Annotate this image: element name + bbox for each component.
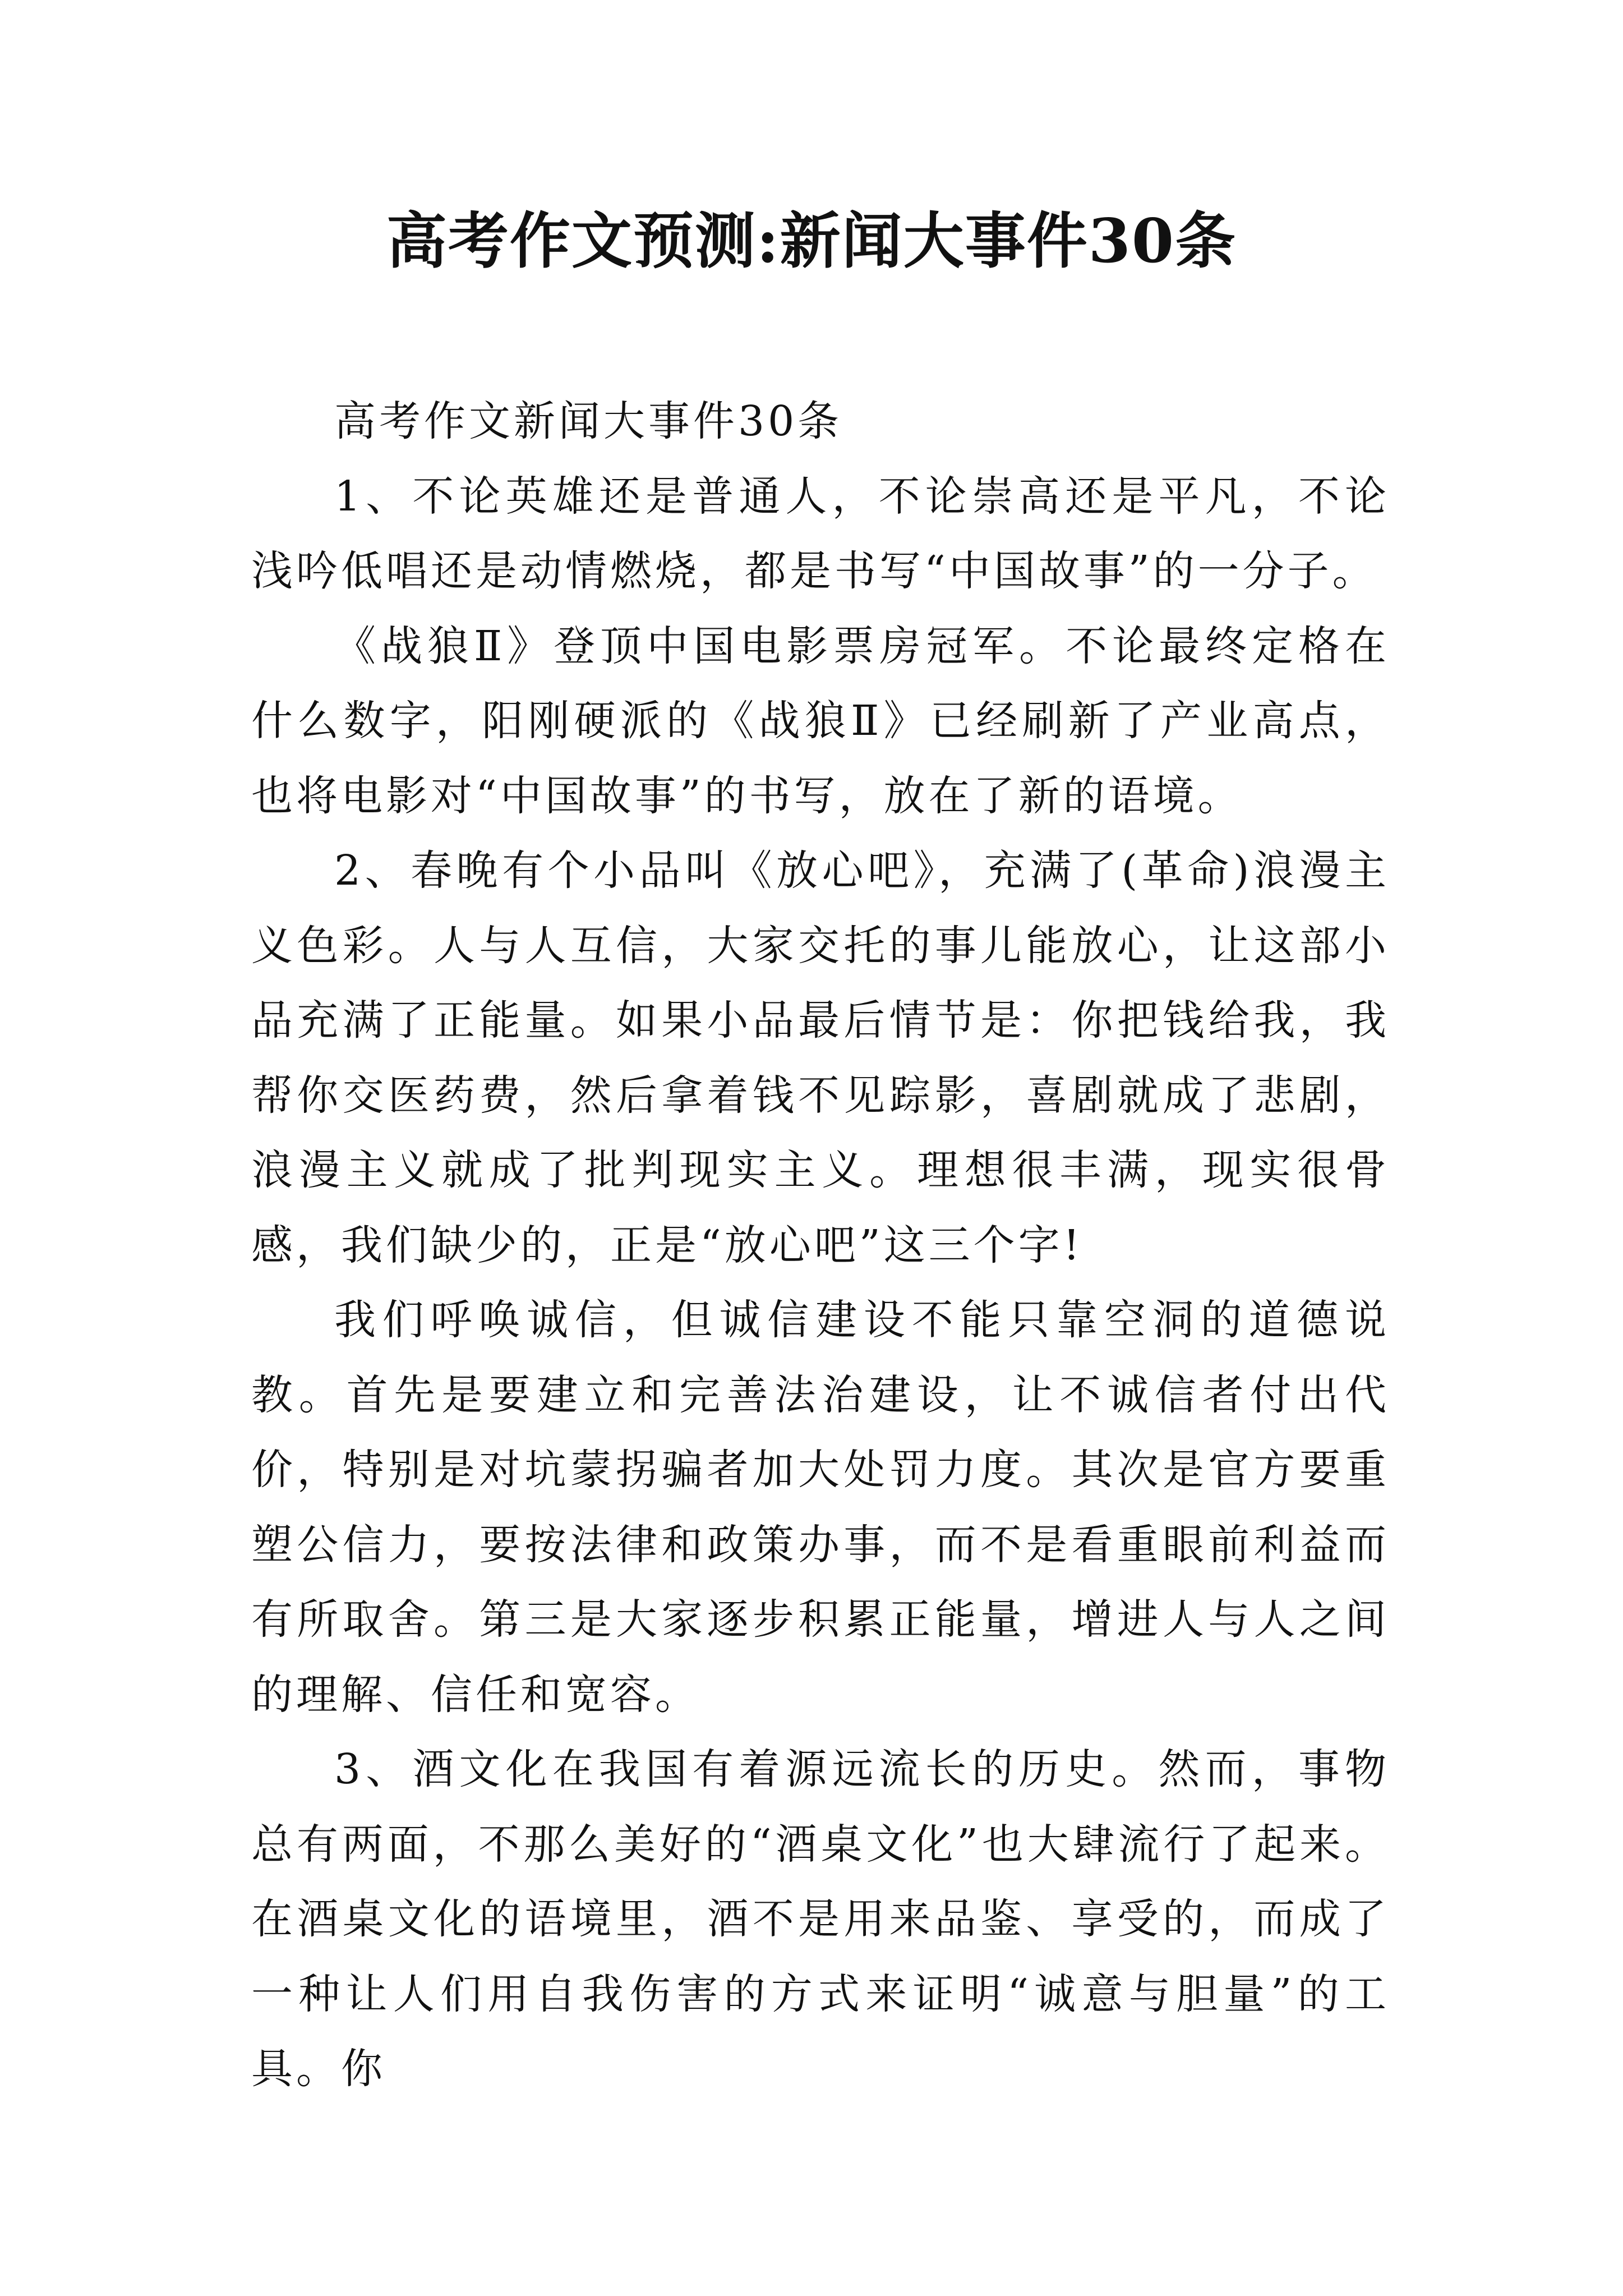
document-title: 高考作文预测:新闻大事件30条: [386, 206, 1237, 277]
paragraph-item-2: 2、春晚有个小品叫《放心吧》，充满了(革命)浪漫主义色彩。人与人互信，大家交托的事儿能放心，让这部小品充满了正能量。如果小品最后情节是：你把钱给我，我帮你交医药费，然后拿着钱不见踪影，喜剧就成了悲剧，浪漫主义就成了批判现实主义。理想很丰满，现实很骨感，我们缺少的，正是“放心吧”这三个字!: [251, 846, 1390, 1269]
paragraph-subtitle: 高考作文新闻大事件30条: [334, 397, 843, 445]
paragraph-item-3: 3、酒文化在我国有着源远流长的历史。然而，事物总有两面，不那么美好的“酒桌文化”也大肆流行了起来。在酒桌文化的语境里，酒不是用来品鉴、享受的，而成了一种让人们用自我伤害的方式来证明“诚意与胆量”的工具。你: [251, 1745, 1390, 2093]
paragraph-item-2-detail: 我们呼唤诚信，但诚信建设不能只靠空洞的道德说教。首先是要建立和完善法治建设，让不诚信者付出代价，特别是对坑蒙拐骗者加大处罚力度。其次是官方要重塑公信力，要按法律和政策办事，而不是看重眼前利益而有所取舍。第三是大家逐步积累正能量，增进人与人之间的理解、信任和宽容。: [251, 1296, 1390, 1719]
paragraph-item-1-detail: 《战狼Ⅱ》登顶中国电影票房冠军。不论最终定格在什么数字，阳刚硬派的《战狼Ⅱ》已经刷新了产业高点，也将电影对“中国故事”的书写，放在了新的语境。: [251, 622, 1390, 820]
document-body: [251, 384, 1390, 2107]
paragraph-item-1: 1、不论英雄还是普通人，不论崇高还是平凡，不论浅吟低唱还是动情燃烧，都是书写“中国故事”的一分子。: [251, 472, 1390, 595]
